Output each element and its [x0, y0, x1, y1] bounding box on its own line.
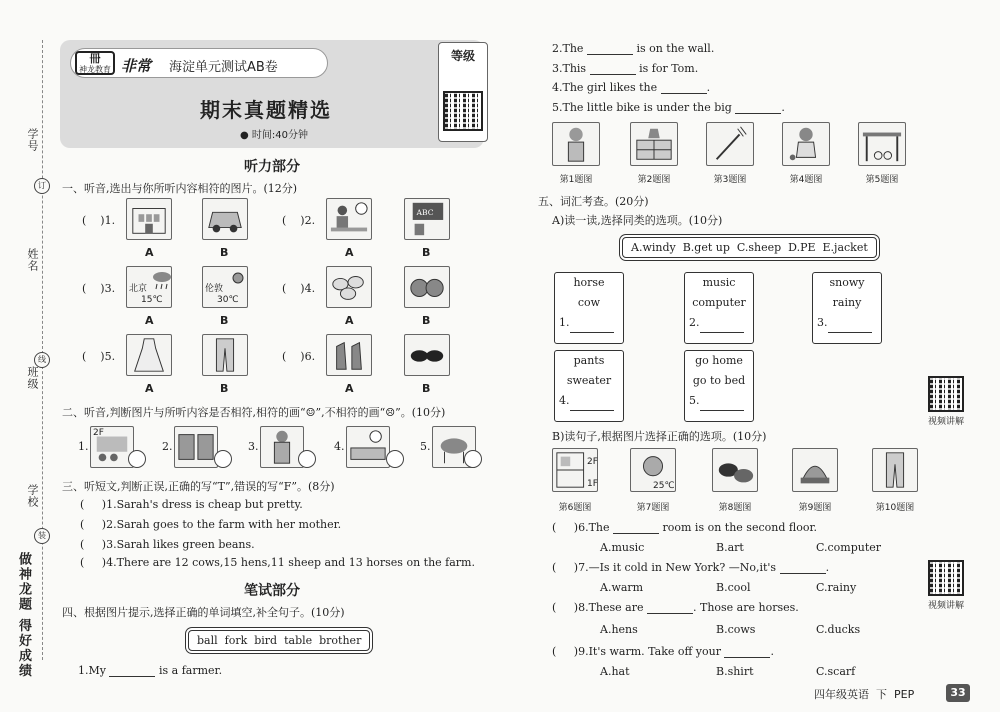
- brand-banner: [70, 48, 328, 78]
- rain-cloud-icon: [151, 269, 173, 291]
- weather-temp-london: 30℃: [217, 295, 239, 305]
- s2-num-5: 5.: [420, 440, 431, 453]
- s3-item-2[interactable]: ( )2.Sarah goes to the farm with her mother.: [80, 518, 342, 531]
- q5-option-b-picture: [202, 334, 248, 376]
- s4-item-2[interactable]: 2.The is on the wall.: [552, 42, 715, 55]
- weather-city-london: 伦敦: [205, 284, 224, 294]
- fig-9-caption: 第9题图: [798, 503, 832, 513]
- q5-label-b: B: [220, 382, 229, 395]
- mc6-option-b[interactable]: B.art: [716, 541, 744, 554]
- binding-mark-ding: 订: [34, 178, 50, 194]
- q6-option-a-picture: [326, 334, 372, 376]
- s2-picture-3: [260, 426, 304, 468]
- s4-item-4[interactable]: 4.The girl likes the .: [552, 81, 711, 94]
- slogan: 做神龙题 得好成绩: [16, 552, 31, 679]
- floor-sign: 2F: [93, 428, 104, 438]
- section-3-title: 三、听短文,判断正误,正确的写“T”,错误的写“F”。(8分): [62, 480, 335, 493]
- q1-label-b: B: [220, 246, 229, 259]
- q6-answer-bracket[interactable]: ( )6.: [282, 350, 316, 363]
- q5-label-a: A: [145, 382, 154, 395]
- section-2-title: 二、听音,判断图片与所听内容是否相符,相符的画“☺”,不相符的画“☹”。(10分): [62, 406, 446, 419]
- school-label: 学校: [26, 484, 39, 508]
- fig-5-table-picture: [858, 122, 906, 166]
- mc7-option-c[interactable]: C.rainy: [816, 581, 857, 594]
- vocab-group-5: go home go to bed 5.: [684, 350, 754, 422]
- section-5-title: 五、词汇考查。(20分): [538, 195, 649, 208]
- q4-label-b: B: [422, 314, 431, 327]
- vocab-group-3: snowy rainy 3.: [812, 272, 882, 344]
- series-name: 海淀单元测试AB卷: [169, 60, 278, 75]
- vocab-group-4: pants sweater 4.: [554, 350, 624, 422]
- q4-answer-bracket[interactable]: ( )4.: [282, 282, 316, 295]
- q3-answer-bracket[interactable]: ( )3.: [82, 282, 116, 295]
- mc8-option-c[interactable]: C.ducks: [816, 623, 861, 636]
- q1-answer-bracket[interactable]: ( )1.: [82, 214, 116, 227]
- listening-title: 听力部分: [244, 159, 300, 175]
- q6-option-b-picture: [404, 334, 450, 376]
- page-number: 33: [946, 684, 970, 702]
- binding-mark-zhuang: 装: [34, 528, 50, 544]
- s3-item-3[interactable]: ( )3.Sarah likes green beans.: [80, 538, 255, 551]
- fig-8-cows-picture: [712, 448, 758, 492]
- q3-option-b-picture: [202, 266, 248, 308]
- vocab-answer-2[interactable]: 2.: [685, 313, 753, 333]
- q5-option-a-picture: [126, 334, 172, 376]
- mc-question-9[interactable]: ( )9.It's warm. Take off your .: [552, 645, 774, 658]
- video-qr-code-icon-1[interactable]: [928, 376, 964, 412]
- mc8-option-a[interactable]: A.hens: [600, 623, 638, 636]
- video-label-2: 视频讲解: [928, 601, 965, 611]
- brand-name: 非常: [121, 57, 152, 75]
- vocab-answer-1[interactable]: 1.: [555, 313, 623, 333]
- fig-7-caption: 第7题图: [636, 503, 670, 513]
- q2-label-b: B: [422, 246, 431, 259]
- s4-item-1[interactable]: 1.My is a farmer.: [78, 664, 223, 677]
- smiley-answer-face[interactable]: [464, 450, 482, 468]
- s3-item-1[interactable]: ( )1.Sarah's dress is cheap but pretty.: [80, 498, 303, 511]
- fig-1-caption: 第1题图: [559, 175, 593, 185]
- section-1-title: 一、听音,选出与你所听内容相符的图片。(12分): [62, 182, 298, 195]
- vocab-answer-3[interactable]: 3.: [813, 313, 881, 333]
- fig-1-farmer-picture: [552, 122, 600, 166]
- s2-num-4: 4.: [334, 440, 345, 453]
- vocab-options: A.windy B.get up C.sheep D.PE E.jacket: [622, 237, 877, 258]
- q4-option-b-picture: [404, 266, 450, 308]
- q4-label-a: A: [345, 314, 354, 327]
- binding-margin: [0, 0, 62, 712]
- video-label-1: 视频讲解: [928, 417, 965, 427]
- word-bank: ball fork bird table brother: [188, 630, 370, 651]
- weather-temp-beijing: 15℃: [141, 295, 163, 305]
- mc-question-6[interactable]: ( )6.The room is on the second floor.: [552, 521, 817, 534]
- mc6-option-c[interactable]: C.computer: [816, 541, 882, 554]
- svg-text:ABC: ABC: [416, 208, 434, 218]
- time-limit: ● 时间:40分钟: [240, 130, 308, 141]
- q6-label-b: B: [422, 382, 431, 395]
- s4-item-3[interactable]: 3.This is for Tom.: [552, 62, 699, 75]
- smiley-answer-face[interactable]: [214, 450, 232, 468]
- fig-6-building-picture: [552, 448, 598, 492]
- s3-item-4[interactable]: ( )4.There are 12 cows,15 hens,11 sheep and 13 horses on the farm.: [80, 556, 475, 569]
- mc7-option-b[interactable]: B.cool: [716, 581, 751, 594]
- q1-option-a-picture: [126, 198, 172, 240]
- q3-option-a-picture: [126, 266, 172, 308]
- weather-city-beijing: 北京: [129, 284, 148, 294]
- q1-label-a: A: [145, 246, 154, 259]
- smiley-answer-face[interactable]: [386, 450, 404, 468]
- cut-line: [42, 40, 43, 660]
- qr-code-icon[interactable]: [443, 91, 483, 131]
- fig-4-girl-picture: [782, 122, 830, 166]
- video-qr-code-icon-2[interactable]: [928, 560, 964, 596]
- q4-option-a-picture: [326, 266, 372, 308]
- grade-label: 等级: [450, 49, 475, 63]
- q6-label-a: A: [345, 382, 354, 395]
- vocab-group-1: horse cow 1.: [554, 272, 624, 344]
- writing-title: 笔试部分: [244, 583, 300, 599]
- fig-6-floor-2: 2F: [587, 457, 598, 467]
- fig-7-temperature: 25℃: [653, 481, 675, 491]
- vocab-answer-5[interactable]: 5.: [685, 391, 753, 411]
- s2-picture-4: [346, 426, 390, 468]
- fig-9-hat-picture: [792, 448, 838, 492]
- page-title: 期末真题精选: [200, 98, 332, 122]
- section-4-title: 四、根据图片提示,选择正确的单词填空,补全句子。(10分): [62, 606, 345, 619]
- vocab-group-2: music computer 2.: [684, 272, 754, 344]
- q2-option-a-picture: [326, 198, 372, 240]
- smiley-answer-face[interactable]: [298, 450, 316, 468]
- fig-5-caption: 第5题图: [865, 175, 899, 185]
- s2-num-1: 1.: [78, 440, 89, 453]
- q3-label-b: B: [220, 314, 229, 327]
- s2-num-2: 2.: [162, 440, 173, 453]
- grade-box: [438, 42, 488, 142]
- test-header: [60, 40, 484, 148]
- fig-6-caption: 第6题图: [558, 503, 592, 513]
- s2-picture-1: [90, 426, 134, 468]
- fig-10-caption: 第10题图: [875, 503, 915, 513]
- publisher-logo: 冊 神龙教育: [75, 51, 115, 75]
- fig-4-caption: 第4题图: [789, 175, 823, 185]
- fig-6-floor-1: 1F: [587, 479, 598, 489]
- student-number-label: 学号: [26, 128, 39, 152]
- q1-option-b-picture: [202, 198, 248, 240]
- s2-num-3: 3.: [248, 440, 259, 453]
- s4-item-5[interactable]: 5.The little bike is under the big .: [552, 101, 785, 114]
- smiley-answer-face[interactable]: [128, 450, 146, 468]
- fig-3-fork-picture: [706, 122, 754, 166]
- section-5b-title: B)读句子,根据图片选择正确的选项。(10分): [552, 430, 767, 443]
- mc-question-7[interactable]: ( )7.—Is it cold in New York? —No,it's .: [552, 561, 830, 574]
- fig-2-caption: 第2题图: [637, 175, 671, 185]
- mc9-option-a[interactable]: A.hat: [600, 665, 630, 678]
- q2-label-a: A: [345, 246, 354, 259]
- binding-mark-xian: 线: [34, 352, 50, 368]
- sun-icon: [229, 269, 247, 287]
- q3-label-a: A: [145, 314, 154, 327]
- q2-option-b-picture: [404, 198, 450, 240]
- fig-8-caption: 第8题图: [718, 503, 752, 513]
- fig-3-caption: 第3题图: [713, 175, 747, 185]
- class-label: 班级: [26, 366, 39, 390]
- mc9-option-b[interactable]: B.shirt: [716, 665, 754, 678]
- q2-answer-bracket[interactable]: ( )2.: [282, 214, 316, 227]
- mc8-option-b[interactable]: B.cows: [716, 623, 756, 636]
- fig-7-sun-picture: [630, 448, 676, 492]
- s2-picture-2: [174, 426, 218, 468]
- section-5a-title: A)读一读,选择同类的选项。(10分): [552, 214, 723, 227]
- q5-answer-bracket[interactable]: ( )5.: [82, 350, 116, 363]
- name-label: 姓名: [26, 248, 39, 272]
- vocab-answer-4[interactable]: 4.: [555, 391, 623, 411]
- mc6-option-a[interactable]: A.music: [600, 541, 645, 554]
- mc-question-8[interactable]: ( )8.These are . Those are horses.: [552, 601, 799, 614]
- mc7-option-a[interactable]: A.warm: [600, 581, 644, 594]
- mc9-option-c[interactable]: C.scarf: [816, 665, 856, 678]
- footer-grade-label: 四年级英语 下 PEP: [814, 688, 915, 701]
- fig-10-pants-picture: [872, 448, 918, 492]
- fig-2-wall-picture: [630, 122, 678, 166]
